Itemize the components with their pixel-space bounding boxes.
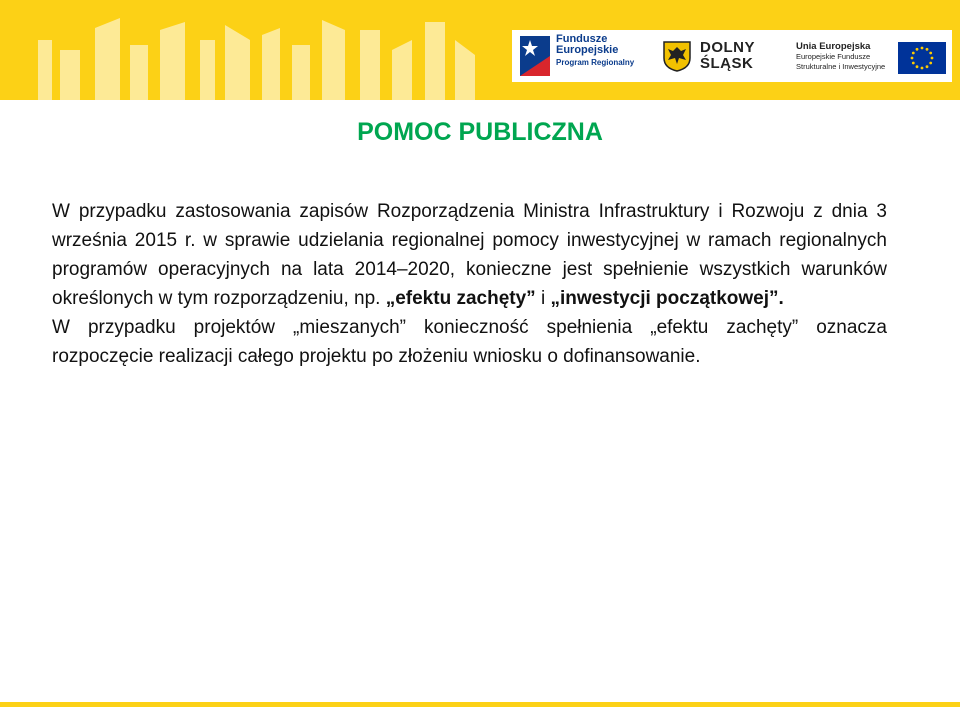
footer-bar: [0, 702, 960, 707]
paragraph-2: W przypadku projektów „mieszanych” konieczność spełnienia „efektu zachęty” oznacza rozpoczęcie realizacji całego projektu po złożeniu wniosku o dofinansowanie.: [52, 317, 887, 367]
ds-line2: ŚLĄSK: [700, 55, 754, 72]
ue-line2: Europejskie Fundusze: [796, 52, 871, 61]
term-incentive-effect: „efektu zachęty”: [385, 288, 536, 309]
decorative-pattern: [0, 0, 500, 100]
paragraph-1-conjunction: i: [535, 288, 551, 309]
fe-line1: Fundusze: [556, 33, 608, 45]
ds-line1: DOLNY: [700, 39, 755, 56]
unia-europejska-logo: [796, 30, 952, 82]
fe-line3: Program Regionalny: [556, 58, 635, 67]
paragraph-1: [52, 197, 887, 313]
ue-line3: Strukturalne i Inwestycyjne: [796, 62, 886, 71]
fe-line2: Europejskie: [556, 44, 619, 56]
header-banner: [0, 0, 960, 100]
eagle-crest-icon: [662, 40, 692, 72]
page-title: POMOC PUBLICZNA: [357, 118, 603, 146]
term-initial-investment: „inwestycji początkowej”.: [550, 288, 784, 309]
partner-logos: [512, 30, 952, 82]
dolny-slask-logo: [662, 30, 782, 82]
fe-star-icon: [520, 36, 550, 76]
main-content: [52, 197, 887, 371]
ue-line1: Unia Europejska: [796, 41, 871, 52]
paragraph-1-text: W przypadku zastosowania zapisów Rozporządzenia Ministra Infrastruktury i Rozwoju z dnia 3 września 2015 r. w sprawie udzielania regionalnej pomocy inwestycyjnej w ramach regionalnych programów operacyjnych na lata 2014–2020, konieczne jest spełnienie wszystkich warunków określonych w tym rozporządzeniu, np.: [52, 201, 887, 309]
eu-flag-icon: [898, 42, 946, 74]
fundusze-europejskie-logo: [520, 30, 640, 82]
